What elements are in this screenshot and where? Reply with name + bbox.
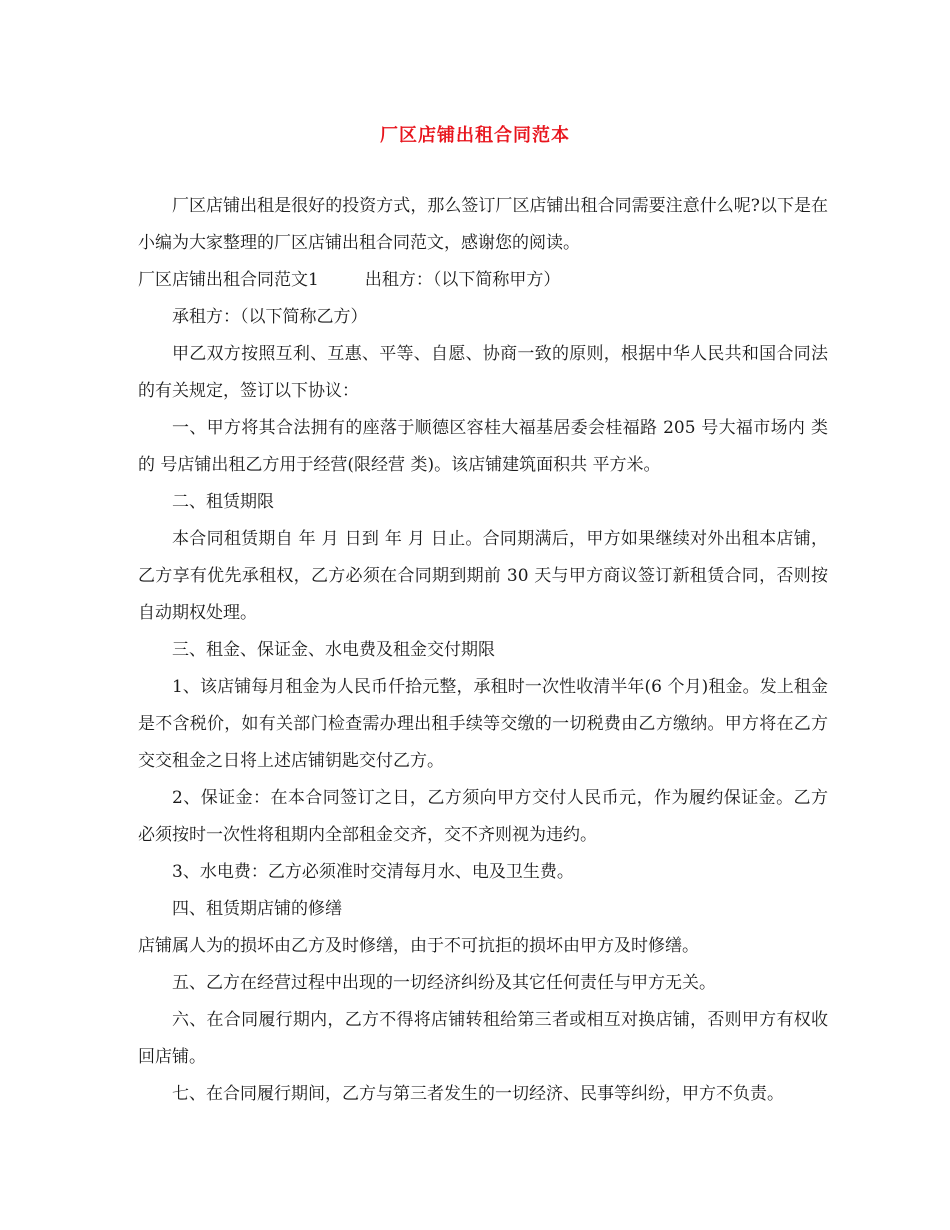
- clause-3-1: 1、该店铺每月租金为人民币仟拾元整，承租时一次性收清半年(6 个月)租金。发上租金是不含税价，如有关部门检查需办理出租手续等交缴的一切税费由乙方缴纳。甲方将在乙方交交租金之日将上述店铺钥匙交付乙方。: [138, 677, 828, 771]
- clause-3-3: 3、水电费：乙方必须准时交清每月水、电及卫生费。: [172, 862, 574, 882]
- clause-5: 五、乙方在经营过程中出现的一切经济纠纷及其它任何责任与甲方无关。: [172, 973, 716, 993]
- lessor-line: 出租方：（以下简称甲方）: [364, 270, 561, 290]
- sample-heading: 厂区店铺出租合同范文1: [138, 270, 319, 290]
- intro-paragraph: 厂区店铺出租是很好的投资方式，那么签订厂区店铺出租合同需要注意什么呢?以下是在小编为大家整理的厂区店铺出租合同范文，感谢您的阅读。: [138, 196, 828, 253]
- clause-1: 一、甲方将其合法拥有的座落于顺德区容桂大福基居委会桂福路 205 号大福市场内 类的 号店铺出租乙方用于经营(限经营 类)。该店铺建筑面积共 平方米。: [138, 418, 828, 475]
- clause-4-heading: 四、租赁期店铺的修缮: [172, 899, 342, 919]
- document-title: 厂区店铺出租合同范本: [380, 125, 570, 146]
- clause-3-heading: 三、租金、保证金、水电费及租金交付期限: [172, 640, 495, 660]
- lessee-line: 承租方：（以下简称乙方）: [172, 307, 368, 327]
- clause-4-text: 店铺属人为的损坏由乙方及时修缮，由于不可抗拒的损坏由甲方及时修缮。: [138, 936, 699, 956]
- clause-7: 七、在合同履行期间，乙方与第三者发生的一切经济、民事等纠纷，甲方不负责。: [172, 1084, 784, 1104]
- preamble-paragraph: 甲乙双方按照互利、互惠、平等、自愿、协商一致的原则，根据中华人民共和国合同法的有关规定，签订以下协议：: [138, 344, 828, 401]
- clause-2-text: 本合同租赁期自 年 月 日到 年 月 日止。合同期满后，甲方如果继续对外出租本店铺，乙方享有优先承租权，乙方必须在合同期到期前 30 天与甲方商议签订新租赁合同，否则按自动期权处理。: [138, 529, 828, 623]
- clause-2-heading: 二、租赁期限: [172, 492, 274, 512]
- sample-heading-line: [138, 262, 828, 299]
- document-body: [138, 188, 828, 1113]
- clause-6: 六、在合同履行期内，乙方不得将店铺转租给第三者或相互对换店铺，否则甲方有权收回店铺。: [138, 1010, 828, 1067]
- clause-3-2: 2、保证金：在本合同签订之日，乙方须向甲方交付人民币元，作为履约保证金。乙方必须按时一次性将租期内全部租金交齐，交不齐则视为违约。: [138, 788, 828, 845]
